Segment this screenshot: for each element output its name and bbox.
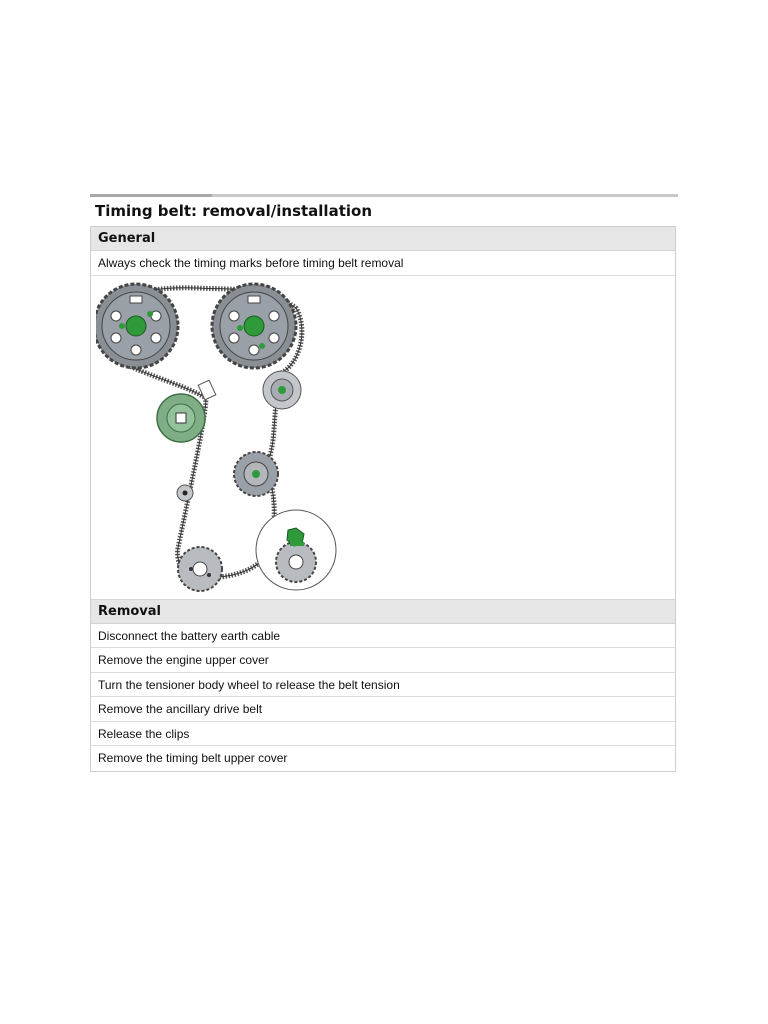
camshaft-gear-left [96, 284, 178, 368]
table-row: Remove the ancillary drive belt [91, 697, 675, 722]
header-rule-accent [90, 194, 212, 197]
timing-belt-diagram-icon [96, 278, 356, 596]
water-pump-gear [234, 452, 278, 496]
table-row: Disconnect the battery earth cable [91, 624, 675, 649]
table-row: Remove the engine upper cover [91, 648, 675, 673]
camshaft-gear-right [212, 284, 296, 368]
table-row: Always check the timing marks before timing belt removal [91, 251, 675, 276]
detail-inset [256, 510, 336, 590]
small-idler [177, 485, 193, 501]
diagram-cell [91, 276, 675, 600]
section-heading-general: General [91, 227, 675, 251]
idler-pulley [263, 371, 301, 409]
page-title: Timing belt: removal/installation [95, 202, 372, 220]
tensioner-pulley [157, 394, 205, 442]
crankshaft-gear [178, 547, 222, 591]
table-row: Remove the timing belt upper cover [98, 751, 288, 765]
table-row: Release the clips [91, 722, 675, 747]
section-heading-removal: Removal [91, 600, 675, 624]
procedure-table [90, 226, 676, 772]
header-rule [90, 194, 678, 197]
table-row: Turn the tensioner body wheel to release the belt tension [91, 673, 675, 698]
